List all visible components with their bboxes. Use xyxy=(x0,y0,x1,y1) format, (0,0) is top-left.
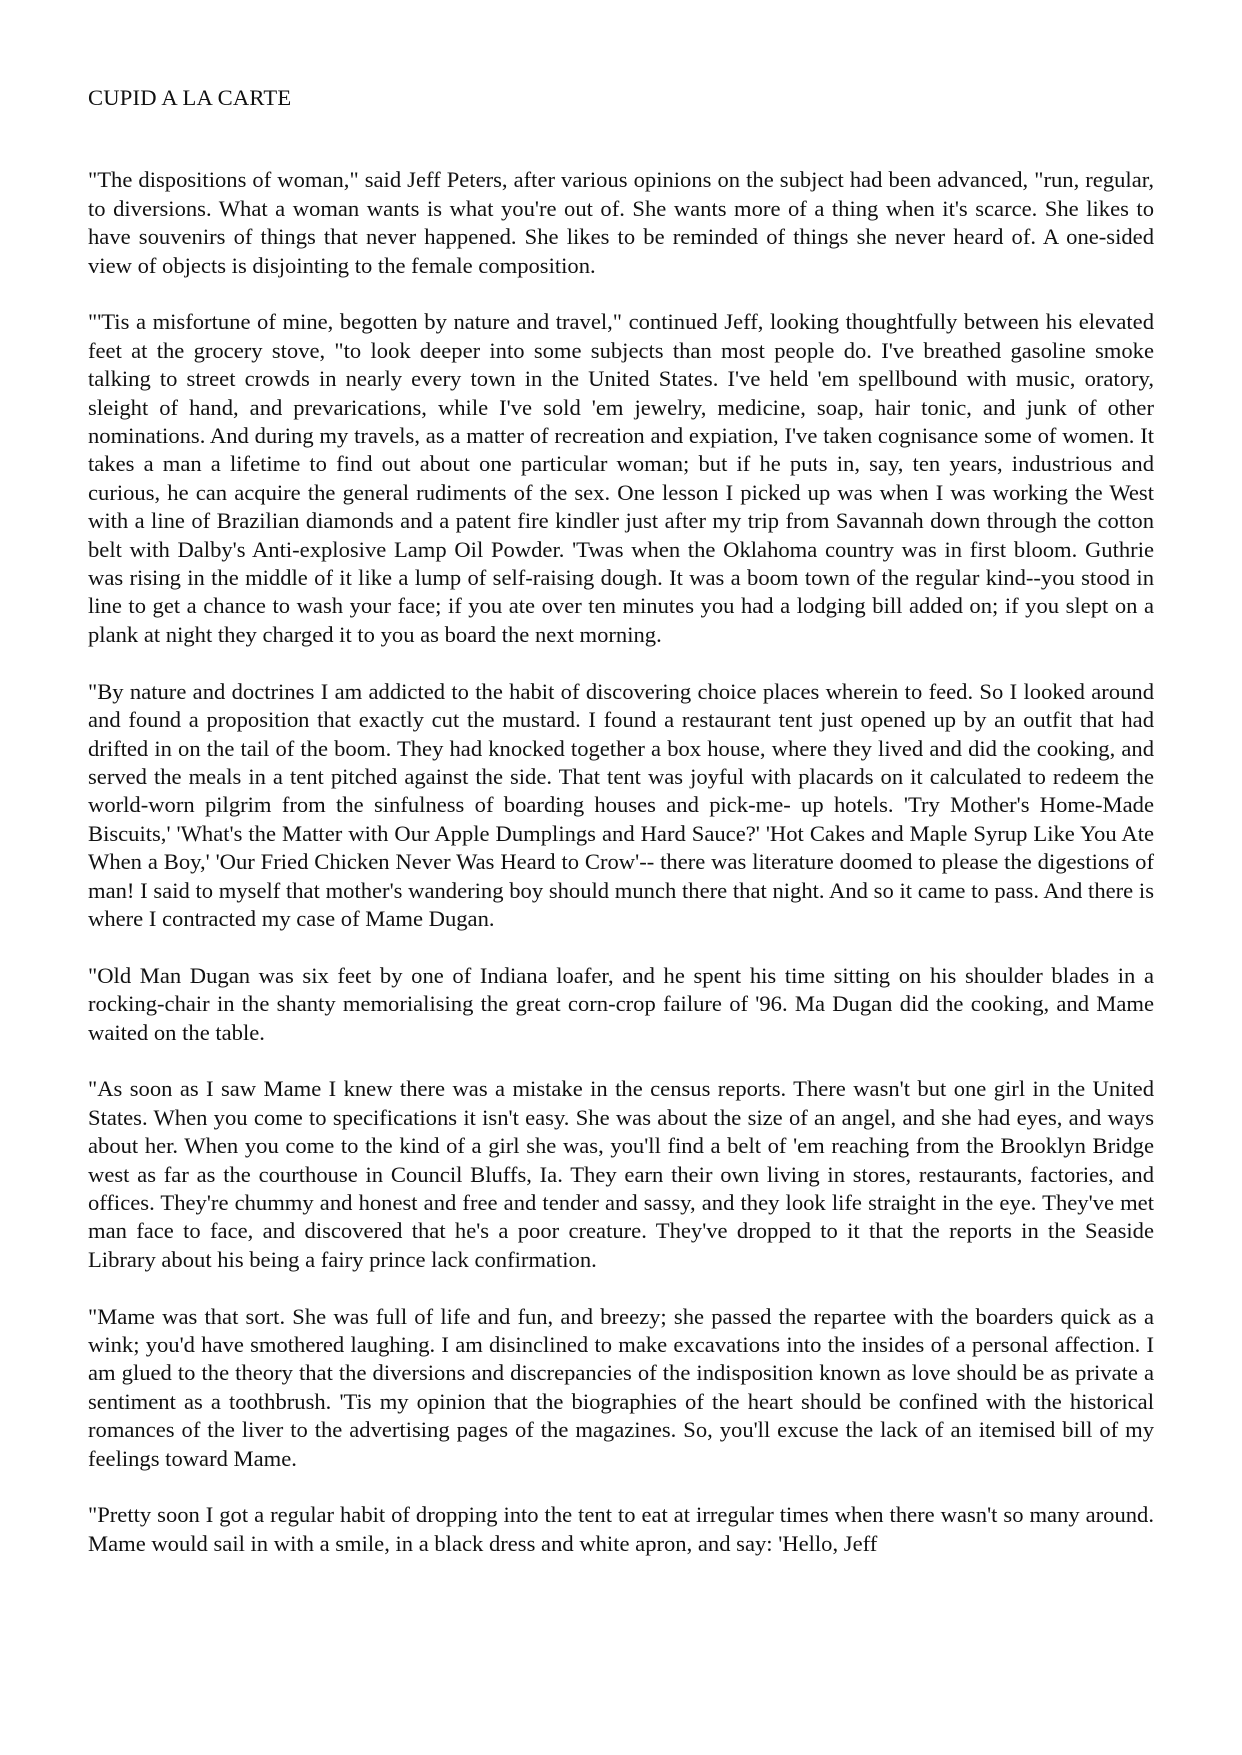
document-page xyxy=(88,84,1154,1587)
paragraph: "Pretty soon I got a regular habit of dropping into the tent to eat at irregular times when there wasn't so many around. Mame would sail in with a smile, in a black dress and white apron, and say: 'Hello, Jeff xyxy=(88,1502,1154,1556)
paragraph: "By nature and doctrines I am addicted to the habit of discovering choice places wherein to feed. So I looked around and found a proposition that exactly cut the mustard. I found a restaurant tent just opened up by an outfit that had drifted in on the tail of the boom. They had knocked together a box house, where they lived and did the cooking, and served the meals in a tent pitched against the side. That tent was joyful with placards on it calculated to redeem the world-worn pilgrim from the sinfulness of boarding houses and pick-me- up hotels. 'Try Mother's Home-Made Biscuits,' 'What's the Matter with Our Apple Dumplings and Hard Sauce?' 'Hot Cakes and Maple Syrup Like You Ate When a Boy,' 'Our Fried Chicken Never Was Heard to Crow'-- there was literature doomed to please the digestions of man! I said to myself that mother's wandering boy should munch there that night. And so it came to pass. And there is where I contracted my case of Mame Dugan. xyxy=(88,678,1154,931)
paragraph: "Mame was that sort. She was full of life and fun, and breezy; she passed the repartee with the boarders quick as a wink; you'd have smothered laughing. I am disinclined to make excavations into the insides of a personal affection. I am glued to the theory that the diversions and discrepancies of the indisposition known as love should be as private a sentiment as a toothbrush. 'Tis my opinion that the biographies of the heart should be confined with the historical romances of the liver to the advertising pages of the magazines. So, you'll excuse the lack of an itemised bill of my feelings toward Mame. xyxy=(88,1303,1154,1471)
paragraph: "'Tis a misfortune of mine, begotten by nature and travel," continued Jeff, looking thoughtfully between his elevated feet at the grocery stove, "to look deeper into some subjects than most people do. I've breathed gasoline smoke talking to street crowds in nearly every town in the United States. I've held 'em spellbound with music, oratory, sleight of hand, and prevarications, while I've sold 'em jewelry, medicine, soap, hair tonic, and junk of other nominations. And during my travels, as a matter of recreation and expiation, I've taken cognisance some of women. It takes a man a lifetime to find out about one particular woman; but if he puts in, say, ten years, industrious and curious, he can acquire the general rudiments of the sex. One lesson I picked up was when I was working the West with a line of Brazilian diamonds and a patent fire kindler just after my trip from Savannah down through the cotton belt with Dalby's Anti-explosive Lamp Oil Powder. 'Twas when the Oklahoma country was in first bloom. Guthrie was rising in the middle of it like a lump of self-raising dough. It was a boom town of the regular kind--you stood in line to get a chance to wash your face; if you ate over ten minutes you had a lodging bill added on; if you slept on a plank at night they charged it to you as board the next morning. xyxy=(88,309,1154,647)
paragraph: "The dispositions of woman," said Jeff Peters, after various opinions on the subject had been advanced, "run, regular, to diversions. What a woman wants is what you're out of. She wants more of a thing when it's scarce. She likes to have souvenirs of things that never happened. She likes to be reminded of things she never heard of. A one-sided view of objects is disjointing to the female composition. xyxy=(88,167,1154,278)
paragraph: "Old Man Dugan was six feet by one of Indiana loafer, and he spent his time sitting on his shoulder blades in a rocking-chair in the shanty memorialising the great corn-crop failure of '96. Ma Dugan did the cooking, and Mame waited on the table. xyxy=(88,962,1154,1045)
document-title: CUPID A LA CARTE xyxy=(88,85,292,110)
paragraph: "As soon as I saw Mame I knew there was a mistake in the census reports. There wasn't but one girl in the United States. When you come to specifications it isn't easy. She was about the size of an angel, and she had eyes, and ways about her. When you come to the kind of a girl she was, you'll find a belt of 'em reaching from the Brooklyn Bridge west as far as the courthouse in Council Bluffs, Ia. They earn their own living in stores, restaurants, factories, and offices. They're chummy and honest and free and tender and sassy, and they look life straight in the eye. They've met man face to face, and discovered that he's a poor creature. They've dropped to it that the reports in the Seaside Library about his being a fairy prince lack confirmation. xyxy=(88,1076,1154,1272)
